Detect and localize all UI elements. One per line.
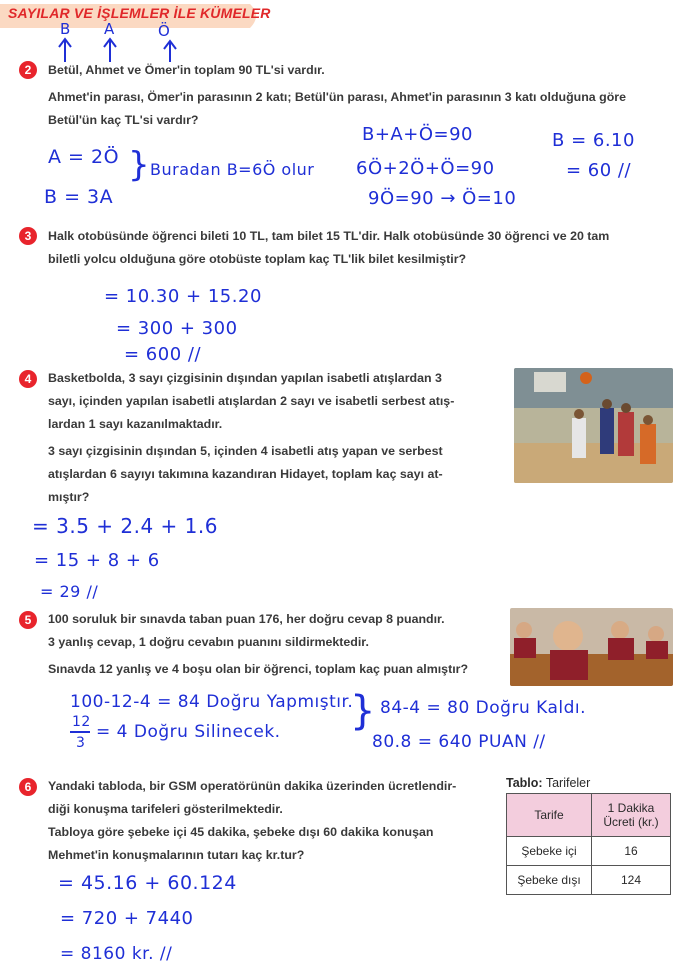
work-line: = 300 + 300	[116, 318, 238, 339]
work-line: B+A+Ö=90	[362, 124, 473, 145]
annotation-b: B	[60, 20, 71, 38]
work-line: = 3.5 + 2.4 + 1.6	[32, 514, 218, 538]
work-line: B = 3A	[44, 186, 114, 208]
work-line: = 15 + 8 + 6	[34, 550, 160, 571]
question-number: 3	[19, 227, 37, 245]
work-line: Buradan B=6Ö olur	[150, 160, 315, 179]
question-number: 2	[19, 61, 37, 79]
work-line: = 29 //	[40, 582, 99, 601]
work-line: 6Ö+2Ö+Ö=90	[356, 158, 495, 179]
work-line: = 60 //	[566, 160, 632, 181]
table-row: Şebeke içi 16	[507, 837, 671, 866]
work-line: = 8160 kr. //	[60, 944, 173, 964]
work-line: = 45.16 + 60.124	[58, 872, 237, 894]
fraction-denominator: 3	[76, 735, 86, 751]
annotation-o: Ö	[158, 22, 171, 40]
question-number: 6	[19, 778, 37, 796]
table-caption: Tablo: Tarifeler	[506, 776, 591, 790]
fraction-bar	[70, 731, 90, 733]
work-line: 84-4 = 80 Doğru Kaldı.	[380, 698, 587, 718]
question-number: 5	[19, 611, 37, 629]
annotation-a: A	[104, 20, 115, 38]
work-line: = 10.30 + 15.20	[104, 286, 262, 307]
table-header-price: 1 Dakika Ücreti (kr.)	[592, 794, 671, 837]
table-row: Şebeke dışı 124	[507, 866, 671, 895]
brace: }	[350, 688, 376, 734]
work-line: 100-12-4 = 84 Doğru Yapmıştır.	[70, 692, 354, 712]
tariff-table	[506, 793, 671, 895]
section-title: SAYILAR VE İŞLEMLER İLE KÜMELER	[8, 5, 271, 21]
work-line: 9Ö=90 → Ö=10	[368, 188, 517, 209]
question-2-text: Betül, Ahmet ve Ömer'in toplam 90 TL'si vardır. Ahmet'in parası, Ömer'in parasının 2 katı; Betül'ün parası, Ahmet'in parasının 3 katı olduğuna göre Betül'ün kaç TL'si vardır?	[48, 63, 626, 127]
work-line: = 600 //	[124, 344, 202, 365]
basketball-photo	[514, 368, 673, 483]
work-line: = 720 + 7440	[60, 908, 194, 929]
table-header-tarife: Tarife	[507, 794, 592, 837]
exam-photo	[510, 608, 673, 686]
question-6-text: Yandaki tabloda, bir GSM operatörünün dakika üzerinden ücretlendir- diği konuşma tarifeleri gösterilmektedir. Tabloya göre şebeke içi 45 dakika, şebeke dışı 60 dakika konuşan Mehmet'in konuşmalarının tutarı kaç kr.tur?	[48, 779, 457, 862]
work-line: B = 6.10	[552, 130, 635, 151]
work-line: = 4 Doğru Silinecek.	[96, 722, 281, 742]
question-5-text: 100 soruluk bir sınavda taban puan 176, her doğru cevap 8 puandır. 3 yanlış cevap, 1 doğru cevabın puanını sildirmektedir. Sınavda 12 yanlış ve 4 boşu olan bir öğrenci, toplam kaç puan almıştır?	[48, 612, 469, 676]
brace: }	[128, 145, 151, 185]
fraction-numerator: 12	[72, 714, 91, 730]
question-3-text: Halk otobüsünde öğrenci bileti 10 TL, tam bilet 15 TL'dir. Halk otobüsünde 30 öğrenci ve 20 tam biletli yolcu olduğuna göre otobüste toplam kaç TL'lik bilet kesilmiştir?	[48, 229, 610, 266]
work-line: 80.8 = 640 PUAN //	[372, 732, 546, 752]
question-number: 4	[19, 370, 37, 388]
question-4-text: Basketbolda, 3 sayı çizgisinin dışından yapılan isabetli atışlardan 3 sayı, içinden yapılan isabetli atışlardan 2 sayı ve isabetli serbest atış- lardan 1 sayı kazanılmaktadır. 3 sayı çizgisinin dışından 5, içinden 4 isabetli atış yapan ve serbest atışlardan 6 sayıyı takımına kazandıran Hidayet, toplam kaç sayı at- mıştır?	[48, 371, 455, 504]
work-line: A = 2Ö	[48, 146, 120, 168]
